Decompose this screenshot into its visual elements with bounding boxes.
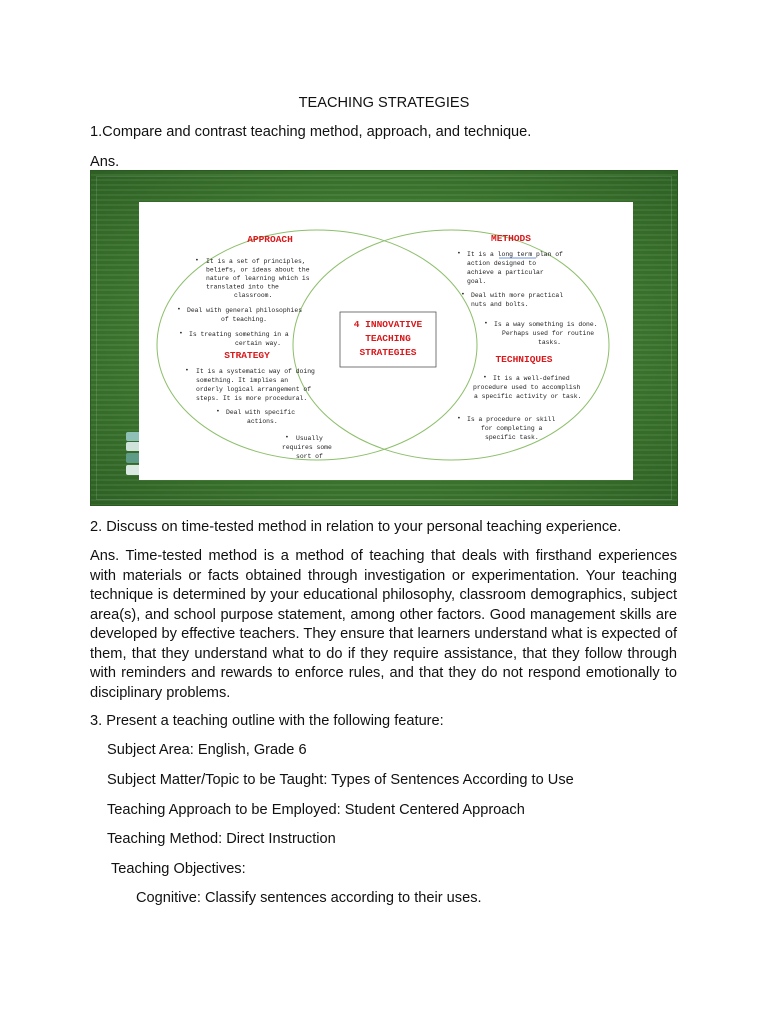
answer-2: Ans. Time-tested method is a method of teaching that deals with firsthand experiences with materials or facts obtained through investigation or experimentation. Your teaching technique is determined by your educational philosophy, classroom demographics, subject area(s), and school purpose statement, among other factors. Good management skills are developed by effective teachers. They ensure that learners understand what is expected of them, that they understand what to do if they require assistance, that they follow through with reminders and rewards to enforce rules, and that they do not respond emotionally to disciplinary problems. xyxy=(90,548,677,701)
techniques-b2-l1: Is a procedure or skill xyxy=(467,416,556,423)
strategy-b3-l1: Usually xyxy=(296,435,323,442)
bullet-dot: • xyxy=(179,330,183,337)
center-label-2: TEACHING xyxy=(365,333,411,344)
approach-b1-l1: It is a set of principles, xyxy=(206,258,306,265)
methods-b1-l4: goal. xyxy=(467,278,487,285)
methods-b3-l1: Is a way something is done. xyxy=(494,321,598,328)
strategy-b3-l3: sort of xyxy=(296,453,323,460)
bullet-dot: • xyxy=(195,257,199,264)
approach-b1-l5: classroom. xyxy=(234,292,273,299)
document-title: TEACHING STRATEGIES xyxy=(298,95,470,111)
strategy-b1-l3: orderly logical arrangement of xyxy=(196,386,312,393)
outline-subject-area: Subject Area: English, Grade 6 xyxy=(107,742,307,758)
strategy-b2-l2: actions. xyxy=(247,418,278,425)
bullet-dot: • xyxy=(457,250,461,257)
strategy-b3-l2: requires some xyxy=(282,444,332,451)
outline-objectives: Teaching Objectives: xyxy=(111,861,246,877)
techniques-b2-l3: specific task. xyxy=(485,434,539,441)
answer-label: Ans. xyxy=(90,154,120,170)
techniques-b2-l2: for completing a xyxy=(481,425,543,432)
center-label-1: 4 INNOVATIVE xyxy=(353,319,423,330)
outline-method: Teaching Method: Direct Instruction xyxy=(107,831,336,847)
approach-b1-l4: translated into the xyxy=(206,283,279,291)
techniques-b1-l1: It is a well-defined xyxy=(493,375,570,382)
techniques-heading: TECHNIQUES xyxy=(495,354,553,365)
approach-b2-l1: Deal with general philosophies xyxy=(187,307,303,314)
bullet-dot: • xyxy=(216,408,220,415)
center-label-3: STRATEGIES xyxy=(359,347,417,358)
methods-b3-l3: tasks. xyxy=(538,339,562,346)
strategy-b1-l2: something. It implies an xyxy=(196,377,289,384)
methods-b2-l2: nuts and bolts. xyxy=(471,301,529,308)
approach-b1-l3: nature of learning which is xyxy=(206,275,310,282)
venn-paper xyxy=(139,202,633,480)
methods-b1-l2: action designed to xyxy=(467,260,537,267)
techniques-b1-l2: procedure used to accomplish xyxy=(473,384,581,391)
outline-approach: Teaching Approach to be Employed: Student Centered Approach xyxy=(107,802,525,818)
methods-heading: METHODS xyxy=(491,233,531,244)
methods-b1-l1: It is a long term plan of xyxy=(467,251,563,258)
question-1: 1.Compare and contrast teaching method, approach, and technique. xyxy=(90,124,532,140)
strategy-heading: STRATEGY xyxy=(224,350,270,361)
bullet-dot: • xyxy=(457,415,461,422)
bullet-dot: • xyxy=(461,291,465,298)
bullet-dot: • xyxy=(483,374,487,381)
approach-b2-l2: of teaching. xyxy=(221,316,268,323)
strategy-b1-l1: It is a systematic way of doing xyxy=(196,368,315,375)
strategy-b1-l4: steps. It is more procedural. xyxy=(196,395,308,402)
methods-b2-l1: Deal with more practical xyxy=(471,292,564,299)
venn-diagram-figure xyxy=(90,170,678,506)
approach-b3-l2: certain way. xyxy=(235,340,282,347)
methods-b1-l3: achieve a particular xyxy=(467,269,544,276)
bullet-dot: • xyxy=(484,320,488,327)
bullet-dot: • xyxy=(177,306,181,313)
outline-subject-matter: Subject Matter/Topic to be Taught: Types of Sentences According to Use xyxy=(107,772,574,788)
bullet-dot: • xyxy=(185,367,189,374)
outline-cognitive: Cognitive: Classify sentences according to their uses. xyxy=(136,890,482,906)
approach-b1-l2: beliefs, or ideas about the xyxy=(206,266,310,274)
strategy-b2-l1: Deal with specific xyxy=(226,409,296,416)
venn-svg xyxy=(139,202,633,480)
approach-b3-l1: Is treating something in a xyxy=(189,331,289,338)
methods-b3-l2: Perhaps used for routine xyxy=(502,330,595,337)
question-3: 3. Present a teaching outline with the following feature: xyxy=(90,713,444,729)
bullet-dot: • xyxy=(285,434,289,441)
approach-heading: APPROACH xyxy=(247,234,293,245)
question-2: 2. Discuss on time-tested method in relation to your personal teaching experience. xyxy=(90,519,622,535)
techniques-b1-l3: a specific activity or task. xyxy=(474,393,582,400)
